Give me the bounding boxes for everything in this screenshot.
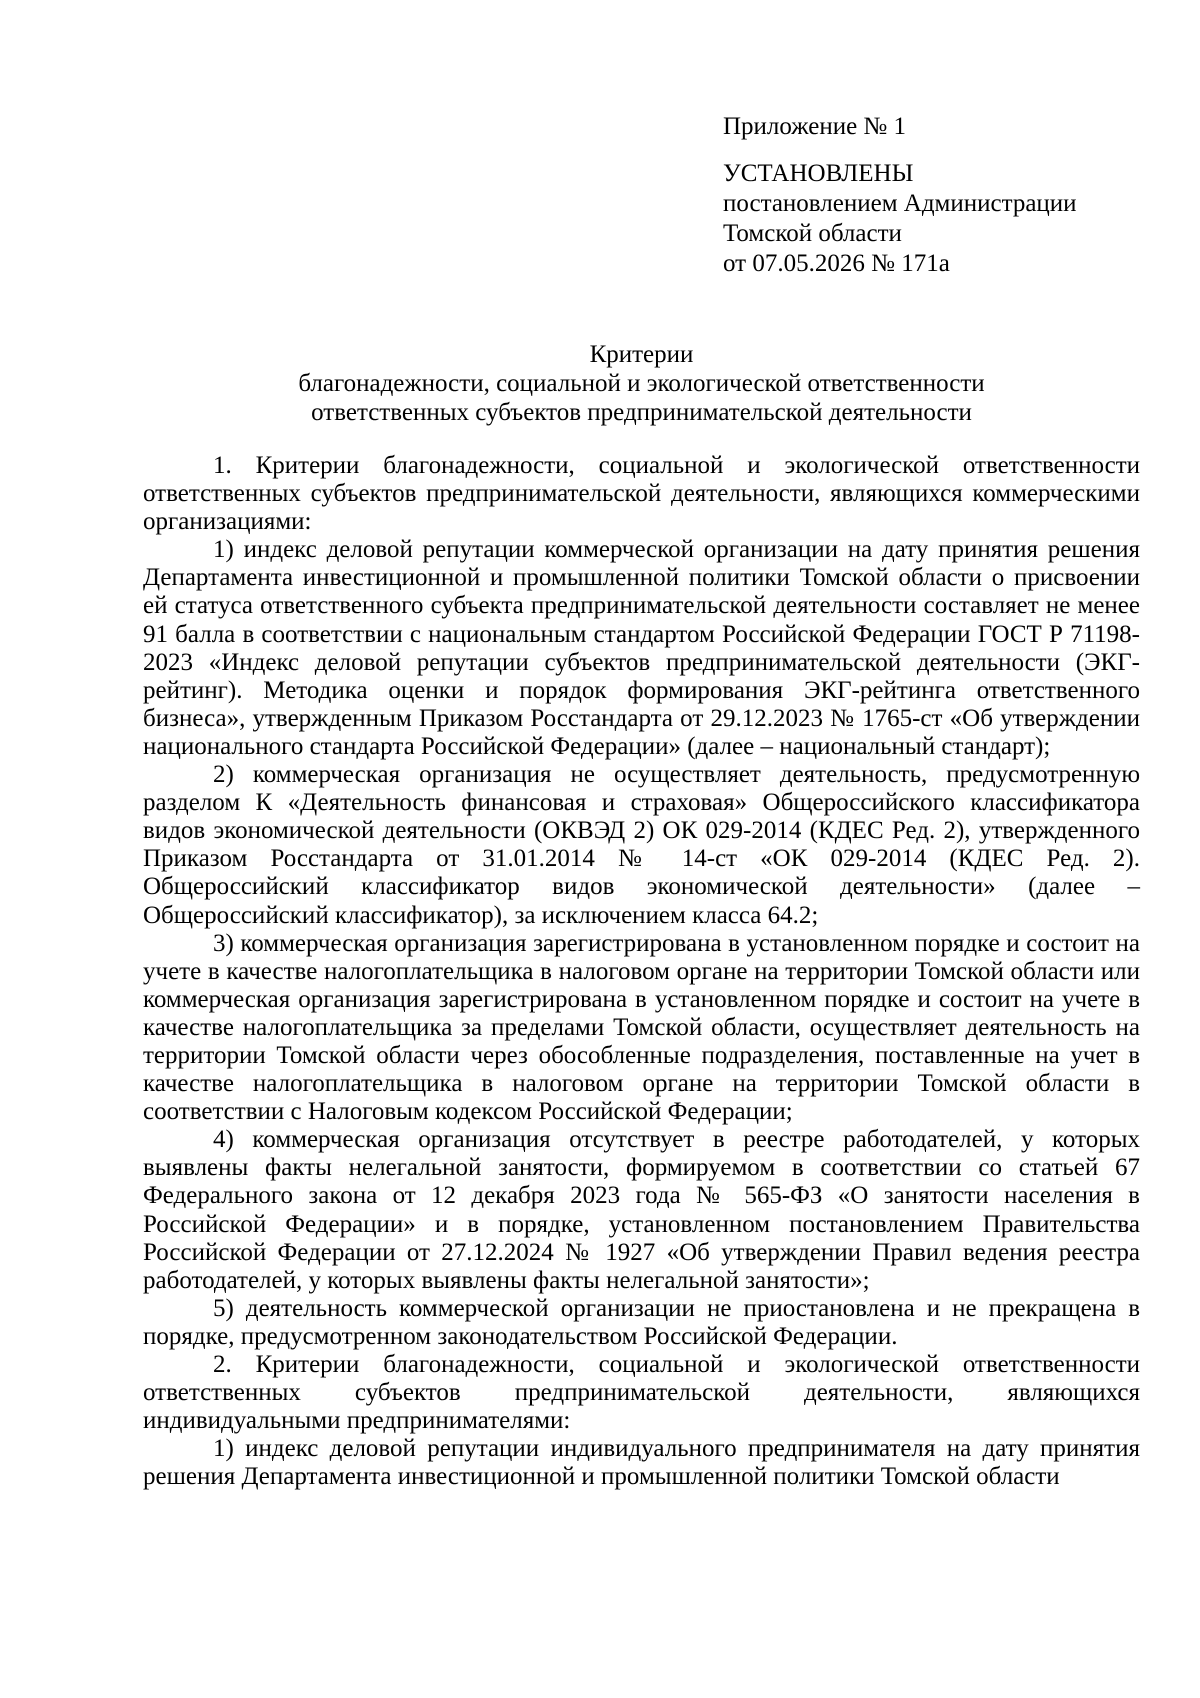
paragraph-1-4: 4) коммерческая организация отсутствует в реестре работодателей, у которых выявлены факты нелегальной занятости, формируемом в соответствии со статьей 67 Федерального закона от 12 декабря 2023 года № 565-ФЗ «О занятости населения в Российской Федерации» и в порядке, установленном постановлением Правительства Российской Федерации от 27.12.2024 № 1927 «Об утверждении Правил ведения реестра работодателей, у которых выявлены факты нелегальной занятости»;: [143, 1126, 1140, 1294]
paragraph-section-2: 2. Критерии благонадежности, социальной и экологической ответственности ответственных субъектов предпринимательской деятельности, являющихся индивидуальными предпринимателями:: [143, 1351, 1140, 1435]
title-line-2: благонадежности, социальной и экологической ответственности: [298, 370, 985, 397]
appendix-number: Приложение № 1: [723, 113, 907, 140]
appendix-block: [723, 112, 1143, 279]
approved-region: Томской области: [723, 220, 902, 247]
paragraph-1-1: 1) индекс деловой репутации коммерческой организации на дату принятия решения Департамента инвестиционной и промышленной политики Томской области о присвоении ей статуса ответственного субъекта предпринимательской деятельности составляет не менее 91 балла в соответствии с национальным стандартом Российской Федерации ГОСТ Р 71198-2023 «Индекс деловой репутации субъектов предпринимательской деятельности (ЭКГ-рейтинг). Методика оценки и порядок формирования ЭКГ-рейтинга ответственного бизнеса», утвержденным Приказом Росстандарта от 29.12.2023 № 1765-ст «Об утверждении национального стандарта Российской Федерации» (далее – национальный стандарт);: [143, 536, 1140, 760]
title-line-3: ответственных субъектов предпринимательской деятельности: [311, 399, 972, 426]
document-body: [143, 452, 1140, 1491]
title-line-1: Критерии: [589, 341, 694, 368]
document-title: [143, 340, 1140, 427]
paragraph-section-1: 1. Критерии благонадежности, социальной и экологической ответственности ответственных субъектов предпринимательской деятельности, являющихся коммерческими организациями:: [143, 452, 1140, 536]
appendix-gap: [723, 142, 1143, 159]
approved-label: УСТАНОВЛЕНЫ: [723, 160, 914, 187]
paragraph-1-5: 5) деятельность коммерческой организации не приостановлена и не прекращена в порядке, предусмотренном законодательством Российской Федерации.: [143, 1294, 1140, 1350]
paragraph-1-3: 3) коммерческая организация зарегистрирована в установленном порядке и состоит на учете в качестве налогоплательщика в налоговом органе на территории Томской области или коммерческая организация зарегистрирована в установленном порядке и состоит на учете в качестве налогоплательщика за пределами Томской области, осуществляет деятельность на территории Томской области через обособленные подразделения, поставленные на учет в качестве налогоплательщика в налоговом органе на территории Томской области в соответствии с Налоговым кодексом Российской Федерации;: [143, 929, 1140, 1126]
paragraph-2-1: 1) индекс деловой репутации индивидуального предпринимателя на дату принятия решения Департамента инвестиционной и промышленной политики Томской области: [143, 1435, 1140, 1491]
paragraph-1-2: 2) коммерческая организация не осуществляет деятельность, предусмотренную разделом К «Деятельность финансовая и страховая» Общероссийского классификатора видов экономической деятельности (ОКВЭД 2) ОК 029-2014 (КДЕС Ред. 2), утвержденного Приказом Росстандарта от 31.01.2014 № 14-ст «ОК 029-2014 (КДЕС Ред. 2). Общероссийский классификатор видов экономической деятельности» (далее – Общероссийский классификатор), за исключением класса 64.2;: [143, 761, 1140, 929]
approved-date: от 07.05.2026 № 171а: [723, 250, 950, 277]
approved-by: постановлением Администрации: [723, 190, 1077, 217]
